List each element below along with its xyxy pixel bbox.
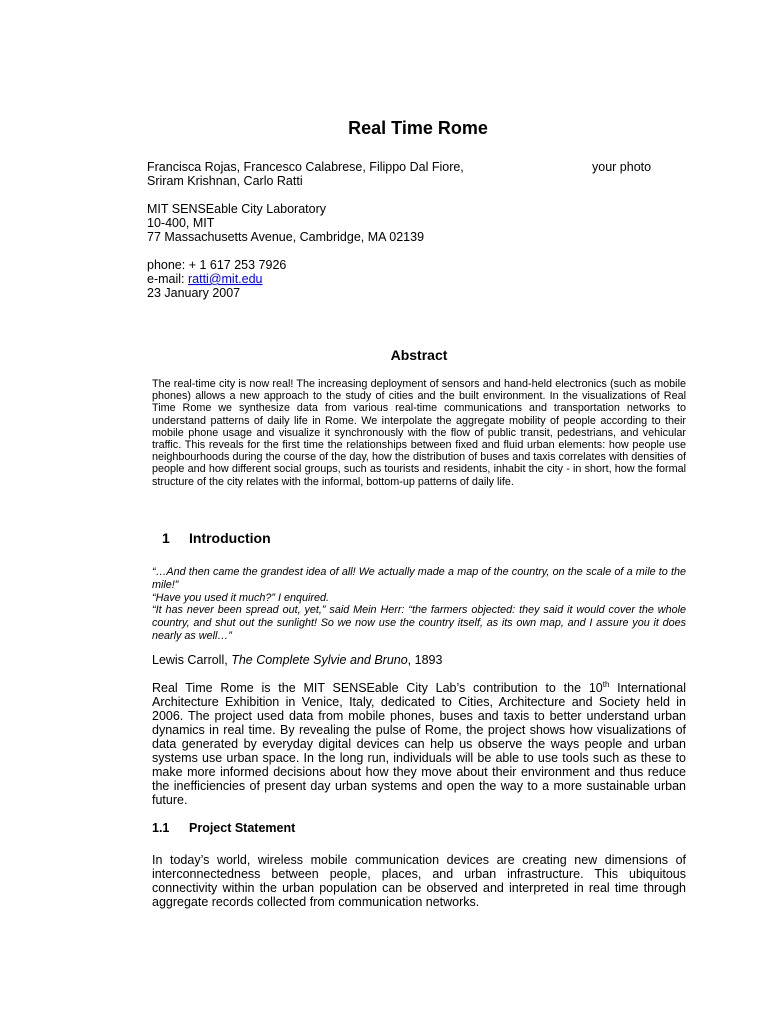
intro-superscript: th (602, 679, 610, 689)
photo-placeholder: your photo (592, 160, 652, 174)
quote-line-2: “Have you used it much?” I enquired. (152, 591, 330, 604)
contact-date: 23 January 2007 (147, 286, 241, 300)
intro-text-b: International Architecture Exhibition in Venice, Italy, dedicated to Cities, Architecture and Society held in 2006. The project used data from mobile phones, buses and taxis to better understand urban dynamics in real time. By revealing the pulse of Rome, the project shows how visualizations of data generated by everyday digital devices can help us observe the ways people and urban systems use urban space. In the long run, individuals will be able to use tools such as these to make more informed decisions about how they move about their environment and thus reduce the inefficiencies of present day urban systems and open the way to a more sustainable urban future. (152, 681, 686, 807)
intro-text-a: Real Time Rome is the MIT SENSEable City Lab’s contribution to the 10 (152, 681, 603, 695)
section-heading-introduction (162, 530, 271, 546)
attribution-year: , 1893 (407, 653, 443, 667)
section-title: Introduction (189, 530, 271, 546)
epigraph-quote (152, 566, 686, 643)
email-link[interactable]: ratti@mit.edu (187, 272, 263, 286)
attribution-author: Lewis Carroll, (152, 653, 232, 667)
quote-line-1: “…And then came the grandest idea of all! We actually made a map of the country, on the scale of a mile to the mile!” (152, 566, 686, 591)
subsection-heading-project-statement (152, 821, 295, 835)
attribution-work: The Complete Sylvie and Bruno (231, 653, 408, 667)
subsection-number: 1.1 (152, 821, 170, 835)
affiliation-lab: MIT SENSEable City Laboratory (147, 202, 327, 216)
email-label: e-mail: (147, 272, 188, 286)
introduction-paragraph (152, 681, 686, 807)
subsection-title: Project Statement (189, 821, 296, 835)
quote-attribution (152, 653, 442, 667)
affiliation-room: 10-400, MIT (147, 216, 215, 230)
authors-line-1: Francisca Rojas, Francesco Calabrese, Filippo Dal Fiore, (147, 160, 464, 174)
project-statement-paragraph: In today’s world, wireless mobile communication devices are creating new dimensions of interconnectedness between people, places, and urban infrastructure. This ubiquitous connectivity within the urban population can be observed and interpreted in real time through aggregate records collected from communication networks. (152, 853, 686, 909)
paper-title: Real Time Rome (348, 118, 488, 138)
abstract-body: The real-time city is now real! The increasing deployment of sensors and hand-held electronics (such as mobile phones) allows a new approach to the study of cities and the built environment. In the visualizations of Real Time Rome we synthesize data from various real-time communications and transportation networks to understand patterns of daily life in Rome. We interpolate the aggregate mobility of people according to their mobile phone usage and visualize it synchronously with the flow of public transit, pedestrians, and vehicular traffic. This reveals for the first time the relationships between fixed and fluid urban elements: how people use neighbourhoods during the course of the day, how the distribution of buses and taxis correlates with densities of people and how different social groups, such as tourists and residents, inhabit the city - in short, how the formal structure of the city relates with the informal, bottom-up patterns of daily life. (152, 378, 686, 488)
abstract-heading: Abstract (390, 347, 448, 363)
quote-line-3: “It has never been spread out, yet,” said Mein Herr: “the farmers objected: they said it would cover the whole country, and shut out the sunlight! So we now use the country itself, as its own map, and I assure you it does nearly as well…” (152, 604, 686, 642)
section-number: 1 (162, 530, 170, 546)
authors-line-2: Sriram Krishnan, Carlo Ratti (147, 174, 303, 188)
affiliation-address: 77 Massachusetts Avenue, Cambridge, MA 02139 (147, 230, 425, 244)
contact-email-line (147, 272, 263, 286)
contact-phone: phone: + 1 617 253 7926 (147, 258, 287, 272)
